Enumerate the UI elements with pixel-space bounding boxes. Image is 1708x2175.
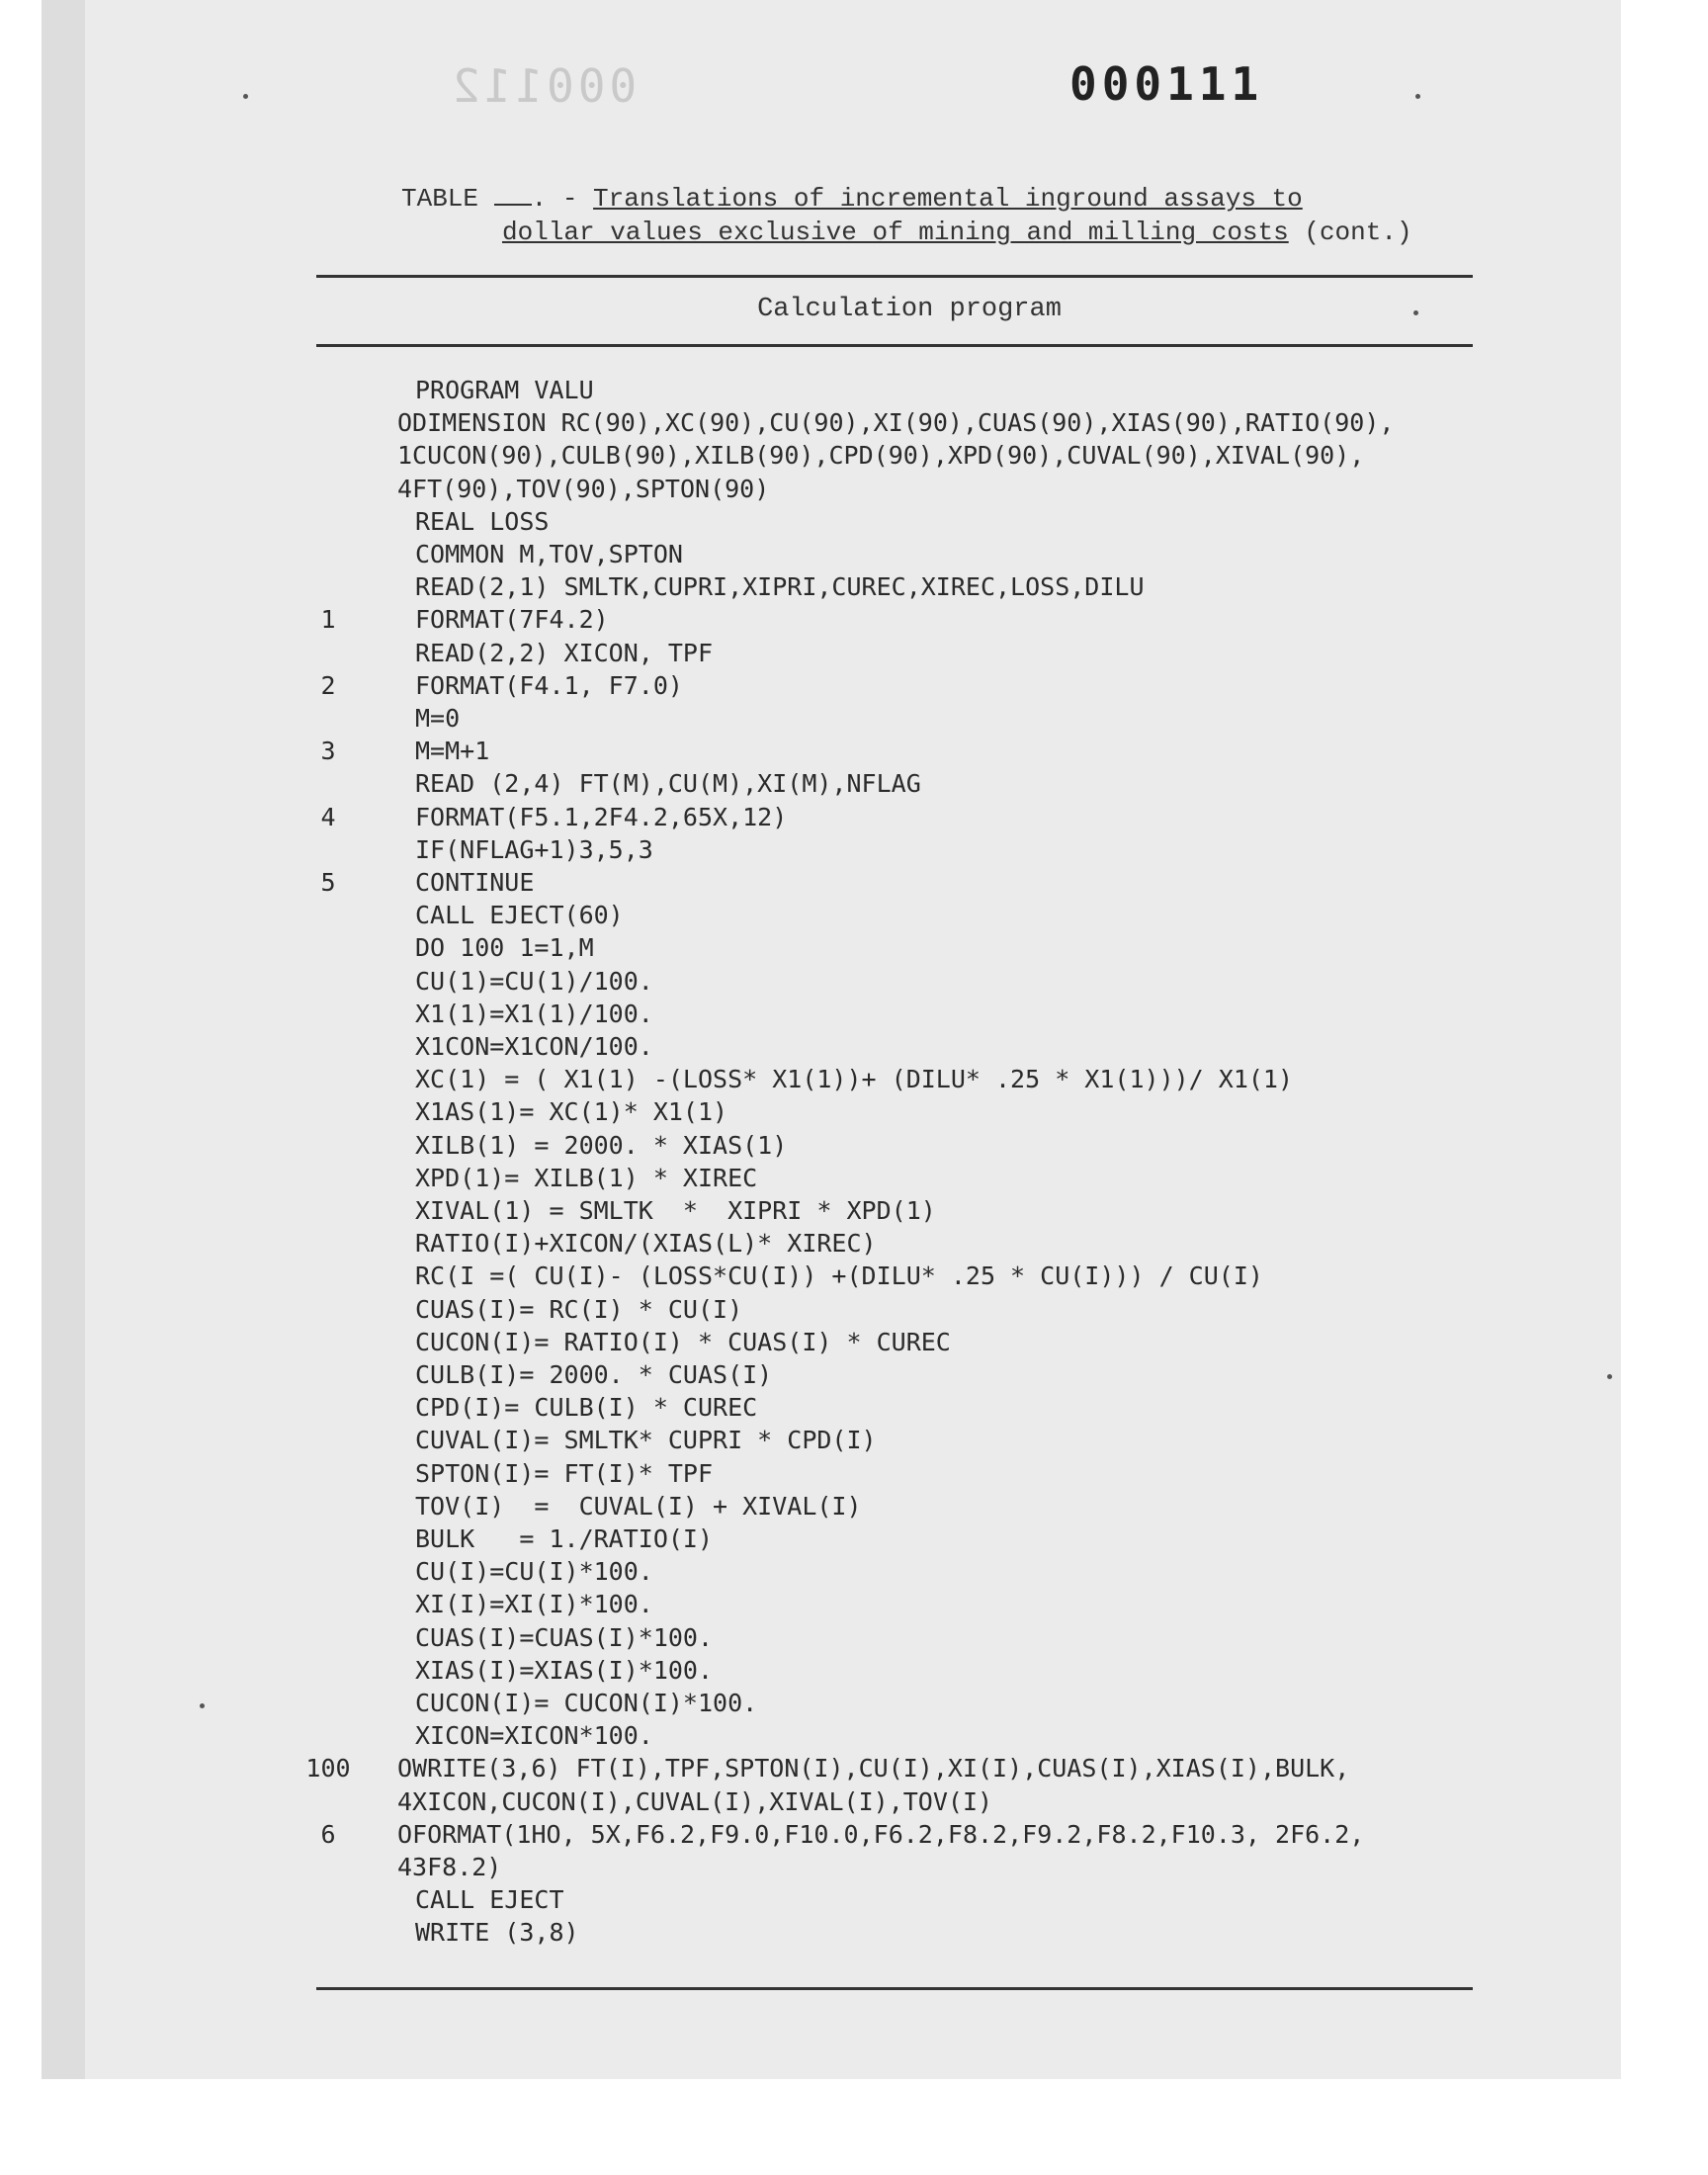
code-line: FORMAT(F5.1,2F4.2,65X,12) [415, 803, 788, 831]
code-line: 43F8.2) [397, 1853, 502, 1881]
code-line: PROGRAM VALU [415, 376, 594, 404]
scan-speck [1415, 94, 1420, 99]
code-line: XIAS(I)=XIAS(I)*100. [415, 1656, 714, 1685]
code-line: CPD(I)= CULB(I) * CUREC [415, 1393, 758, 1422]
code-line: M=0 [415, 704, 461, 733]
scan-speck [1607, 1374, 1612, 1379]
code-line: CUAS(I)= RC(I) * CU(I) [415, 1295, 743, 1324]
code-line: CUCON(I)= RATIO(I) * CUAS(I) * CUREC [415, 1328, 951, 1356]
code-line: X1AS(1)= XC(1)* X1(1) [415, 1097, 728, 1126]
code-line: RC(I =( CU(I)- (LOSS*CU(I)) +(DILU* .25 * CU(I))) / CU(I) [415, 1262, 1263, 1290]
statement-label: 3 [320, 737, 336, 765]
code-line: COMMON M,TOV,SPTON [415, 540, 683, 568]
caption-suffix: . - [531, 184, 594, 214]
code-line: CU(I)=CU(I)*100. [415, 1557, 653, 1586]
code-line: 4XICON,CUCON(I),CUVAL(I),XIVAL(I),TOV(I) [397, 1787, 993, 1816]
code-line: TOV(I) = CUVAL(I) + XIVAL(I) [415, 1492, 862, 1521]
code-line: REAL LOSS [415, 507, 550, 536]
code-line: CU(1)=CU(1)/100. [415, 967, 653, 996]
statement-label: 6 [320, 1820, 336, 1849]
statement-label: 5 [320, 868, 336, 897]
code-line: CUCON(I)= CUCON(I)*100. [415, 1689, 758, 1717]
scan-shadow-edge [42, 0, 85, 2079]
code-line: X1CON=X1CON/100. [415, 1032, 653, 1061]
statement-label: 4 [320, 803, 336, 831]
code-line: BULK = 1./RATIO(I) [415, 1524, 714, 1553]
code-line: RATIO(I)+XICON/(XIAS(L)* XIREC) [415, 1229, 877, 1258]
code-line: READ(2,1) SMLTK,CUPRI,XIPRI,CUREC,XIREC,LOSS,DILU [415, 572, 1145, 601]
code-line: XC(1) = ( X1(1) -(LOSS* X1(1))+ (DILU* .25 * X1(1)))/ X1(1) [415, 1065, 1294, 1093]
table-number-blank [494, 184, 532, 206]
code-line: CALL EJECT(60) [415, 901, 624, 929]
code-line: M=M+1 [415, 737, 490, 765]
code-line: 1CUCON(90),CULB(90),XILB(90),CPD(90),XPD(90),CUVAL(90),XIVAL(90), [397, 441, 1365, 470]
code-line: CUVAL(I)= SMLTK* CUPRI * CPD(I) [415, 1426, 877, 1454]
code-line: CULB(I)= 2000. * CUAS(I) [415, 1360, 773, 1389]
scan-speck [243, 94, 248, 99]
caption-title-line2: dollar values exclusive of mining and milling costs [502, 218, 1289, 247]
code-line: WRITE (3,8) [415, 1918, 579, 1947]
scanned-page [42, 0, 1621, 2079]
code-line: XICON=XICON*100. [415, 1721, 653, 1750]
caption-line2 [401, 216, 1489, 249]
caption-prefix: TABLE [401, 184, 479, 214]
bottom-rule [316, 1987, 1473, 1990]
code-line: OFORMAT(1HO, 5X,F6.2,F9.0,F10.0,F6.2,F8.2,F9.2,F8.2,F10.3, 2F6.2, [397, 1820, 1365, 1849]
code-line: CALL EJECT [415, 1885, 564, 1914]
page-number-stamp-ghost: 000112 [449, 59, 638, 113]
caption-title-line1: Translations of incremental inground assays to [593, 184, 1303, 214]
code-line: XILB(1) = 2000. * XIAS(1) [415, 1131, 788, 1160]
statement-label: 2 [320, 671, 336, 700]
code-line: OWRITE(3,6) FT(I),TPF,SPTON(I),CU(I),XI(I),CUAS(I),XIAS(I),BULK, [397, 1754, 1350, 1783]
code-line: XPD(1)= XILB(1) * XIREC [415, 1164, 758, 1192]
statement-label: 1 [320, 605, 336, 634]
code-line: 4FT(90),TOV(90),SPTON(90) [397, 475, 770, 503]
code-line: DO 100 1=1,M [415, 933, 594, 962]
scan-speck [1413, 310, 1418, 315]
code-line: CUAS(I)=CUAS(I)*100. [415, 1623, 714, 1652]
code-line: READ (2,4) FT(M),CU(M),XI(M),NFLAG [415, 769, 921, 798]
code-line: FORMAT(F4.1, F7.0) [415, 671, 683, 700]
code-line: FORMAT(7F4.2) [415, 605, 609, 634]
scan-speck [200, 1703, 205, 1708]
table-caption [401, 182, 1489, 249]
page-number-stamp: 000111 [1069, 57, 1264, 111]
code-line: READ(2,2) XICON, TPF [415, 639, 714, 667]
caption-cont: (cont.) [1288, 218, 1412, 247]
code-line: SPTON(I)= FT(I)* TPF [415, 1459, 714, 1488]
code-line: XIVAL(1) = SMLTK * XIPRI * XPD(1) [415, 1196, 936, 1225]
code-line: IF(NFLAG+1)3,5,3 [415, 835, 653, 864]
header-rule [316, 344, 1473, 347]
code-line: X1(1)=X1(1)/100. [415, 1000, 653, 1028]
code-line: ODIMENSION RC(90),XC(90),CU(90),XI(90),CUAS(90),XIAS(90),RATIO(90), [397, 408, 1395, 437]
code-line: XI(I)=XI(I)*100. [415, 1590, 653, 1618]
code-line: CONTINUE [415, 868, 535, 897]
section-title: Calculation program [757, 295, 1062, 324]
statement-label: 100 [305, 1754, 351, 1783]
top-rule [316, 275, 1473, 278]
